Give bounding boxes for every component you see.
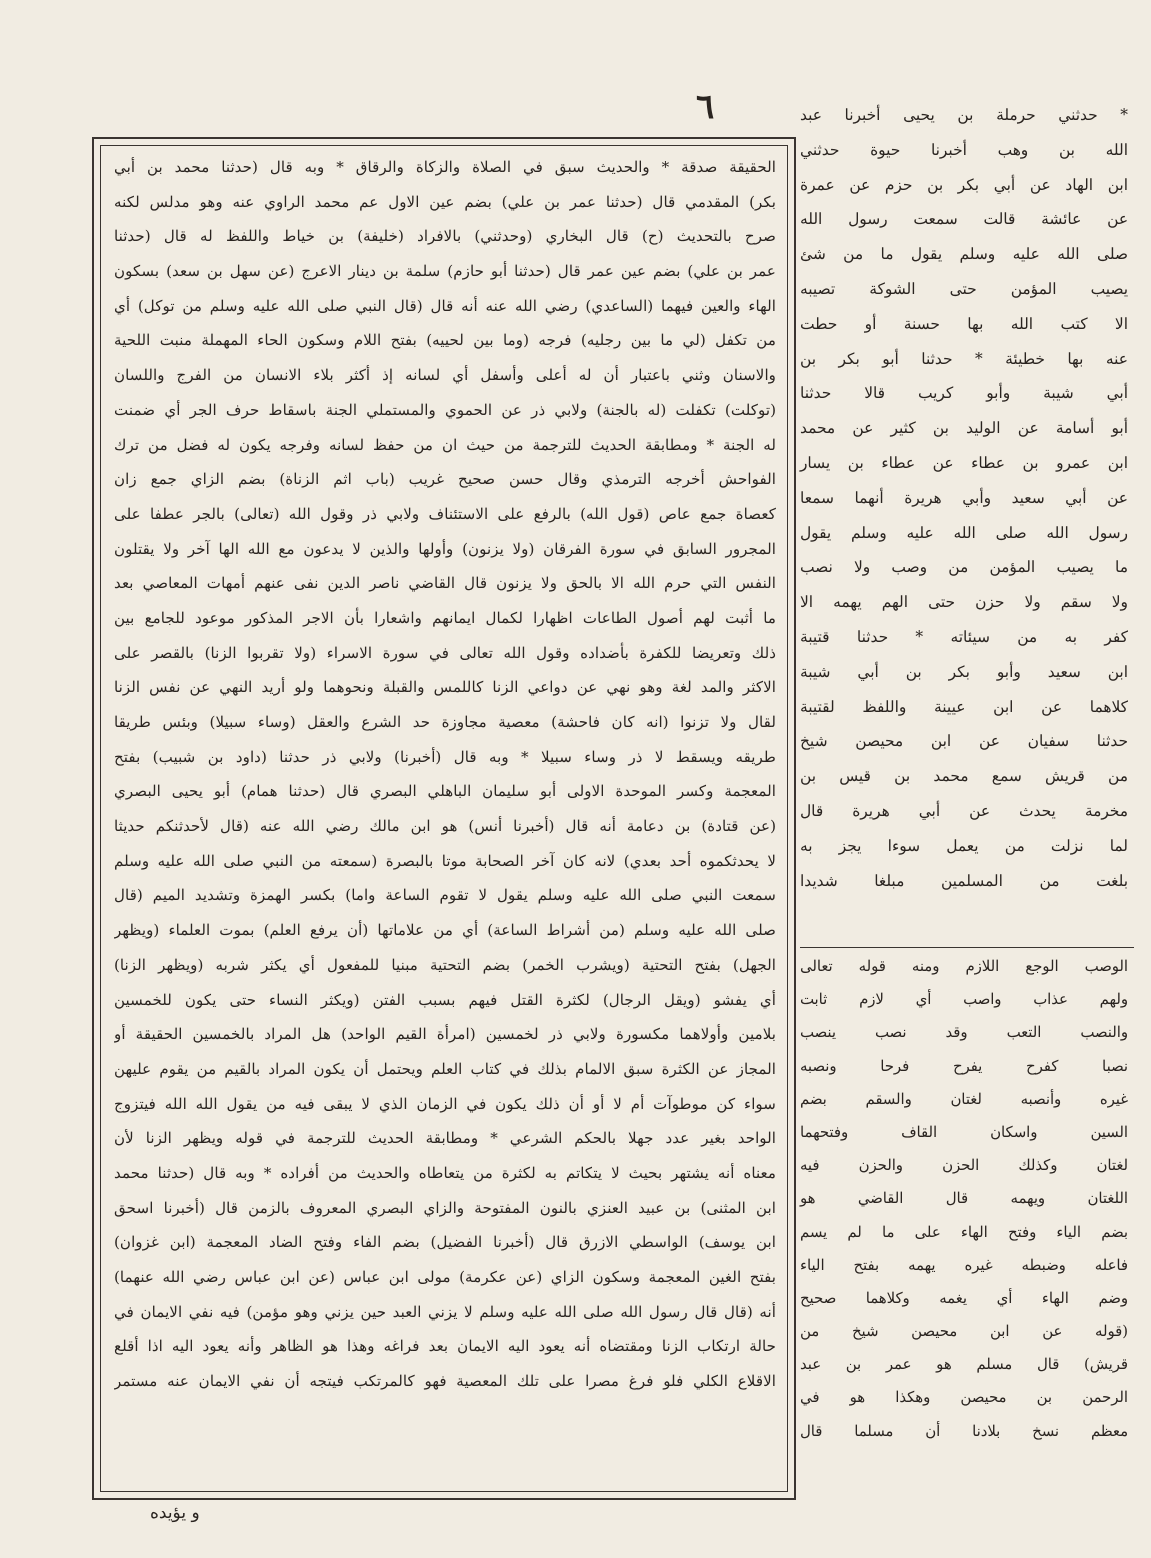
main-text-line: أنه (قال قال رسول الله صلى الله عليه وسلم لا يزني العبد حين يزني وهو مؤمن) فيه نفي الايمان في: [114, 1302, 776, 1321]
main-text-line: طريقه ويسقط لا ذر وساء سبيلا * وبه قال (أخبرنا) ولابي ذر حدثنا (داود بن شبيب) بفتح: [114, 747, 776, 766]
side-divider: [800, 947, 1134, 948]
main-text-line: الفواحش أخرجه الترمذي وقال حسن صحيح غريب (باب اثم الزناة) بضم الزاي جمع زان: [114, 470, 776, 489]
main-text-line: عمر بن علي) بضم عين عمر قال (حدثنا أبو حازم) سلمة بن دينار الاعرج (عن سهل بن سعد) بسكون: [114, 262, 776, 281]
side-note-line: لغتان وكذلك الحزن والحزن فيه: [800, 1157, 1128, 1175]
main-text-line: بلامين وأولاهما مكسورة ولابي ذر لخمسين (امرأة القيم الواحد) هل المراد بالخمسين الحقيقة أو: [114, 1025, 776, 1044]
side-note-line: معظم نسخ بلادنا أن مسلما قال: [800, 1422, 1128, 1440]
side-note-line: قريش) قال مسلم هو عمر بن عبد: [800, 1356, 1128, 1374]
main-text-line: من تكفل (لي ما بين رجليه) فرجه (وما بين لحييه) بفتح اللام وسكون الحاء المهملة منبت اللحية: [114, 331, 776, 350]
side-text-line: مخرمة يحدث عن أبي هريرة قال: [800, 801, 1128, 820]
main-text-line: الواحد بغير عدد جهلا بالحكم الشرعي * ومطابقة الحديث للترجمة في قوله ويظهر الزنا لأن: [114, 1129, 776, 1148]
side-note-line: فاعله وضبطه غيره يهمه بفتح الياء: [800, 1256, 1128, 1274]
side-top-column: [796, 98, 1132, 898]
side-text-line: كفر به من سيئاته * حدثنا قتيبة: [800, 627, 1128, 646]
main-text-line: بكر) المقدمي قال (حدثنا عمر بن علي) بضم عين الاول عم محمد الراوي عنه وهو مدلس لكنه: [114, 192, 776, 211]
side-text-line: عن عائشة قالت سمعت رسول الله: [800, 210, 1128, 229]
side-text-line: الله بن وهب أخبرنا حيوة حدثني: [800, 140, 1128, 159]
side-text-line: عن أبي سعيد وأبي هريرة أنهما سمعا: [800, 488, 1128, 507]
side-text-line: ابن الهاد عن أبي بكر بن حزم عن عمرة: [800, 175, 1128, 194]
side-text-line: ولا سقم ولا حزن حتى الهم يهمه الا: [800, 593, 1128, 612]
main-text-line: ابن يوسف) الواسطي الازرق قال (أخبرنا الفضيل) بضم الفاء وفتح الضاد المعجمة (ابن غزوان): [114, 1233, 776, 1252]
side-note-line: نصبا كفرح يفرح فرحا ونصبه: [800, 1057, 1128, 1075]
main-text-line: الحقيقة صدقة * والحديث سبق في الصلاة والزكاة والرقاق * وبه قال (حدثنا محمد بن أبي: [114, 158, 776, 176]
main-text-line: المعجمة وكسر الموحدة الاولى أبو سليمان الباهلي البصري قال (حدثنا همام) أبو يحيى البصري: [114, 782, 776, 801]
side-note-line: بضم الياء وفتح الهاء على ما لم يسم: [800, 1223, 1128, 1241]
catchword: و يؤيده: [150, 1503, 200, 1523]
main-text-line: كعصاة جمع عاص (قول الله) بالرفع على الاستئناف ولابي ذر وقول الله (تعالى) بالجر عطفا على: [114, 504, 776, 523]
main-text-line: (توكلت) تكفلت (له بالجنة) ولابي ذر عن الحموي والمستملي الجنة باسقاط حرف الجر أي ضمنت: [114, 400, 776, 419]
main-text-line: بفتح الغين المعجمة وسكون الزاي (عن عكرمة) مولى ابن عباس (عن ابن عباس رضي الله عنهما): [114, 1268, 776, 1286]
side-text-line: أبي شيبة وأبو كريب قالا حدثنا: [800, 384, 1128, 403]
side-text-line: صلى الله عليه وسلم يقول ما من شئ: [800, 245, 1128, 264]
side-note-line: اللغتان ويهمه قال القاضي هو: [800, 1190, 1128, 1208]
side-note-line: السين واسكان القاف وفتحهما: [800, 1123, 1128, 1141]
side-text-line: لما نزلت من يعمل سوءا يجز به: [800, 836, 1128, 855]
side-text-line: عنه بها خطيئة * حدثنا أبو بكر بن: [800, 349, 1128, 368]
side-text-line: يصيب المؤمن حتى الشوكة تصيبه: [800, 279, 1128, 298]
main-text-line: والاسنان وثني باعتبار أن له أعلى وأسفل أي لسانه إذ أكثر بلاء الانسان من الفرج واللسان: [114, 366, 776, 385]
main-text-line: النفس التي حرم الله الا بالحق ولا يزنون قال القاضي ناصر الدين نفى عنهم أمهات المعاصي بعد: [114, 574, 776, 593]
main-text-line: حالة ارتكاب الزنا ومقتضاه أنه يعود اليه الايمان بعد فراغه وهذا هو الظاهر وأنه يعود اليه اذا أقلع: [114, 1337, 776, 1356]
side-text-line: من قريش سمع محمد بن قيس بن: [800, 767, 1128, 786]
side-text-line: رسول الله صلى الله عليه وسلم يقول: [800, 523, 1128, 542]
main-text-line: الجهل) بفتح التحتية (ويشرب الخمر) بضم التحتية مبنيا للمفعول أي يكثر شربه (ويظهر الزنا): [114, 955, 776, 974]
main-text-line: المجاز عن الكثرة سبق الالمام بذلك في كتاب العلم ويحتمل أن يكون المراد بالقيم من يقوم عليهن: [114, 1059, 776, 1078]
main-text-line: له الجنة * ومطابقة الحديث للترجمة من حيث ان من حفظ لسانه وفرجه يكون له فضل من ترك: [114, 435, 776, 454]
main-text-line: لا يحدثكموه أحد بعدي) لانه كان آخر الصحابة موتا بالبصرة (سمعته من النبي صلى الله عليه وسلم: [114, 851, 776, 870]
side-note-line: ولهم عذاب واصب أي لازم ثابت: [800, 991, 1128, 1009]
side-bottom-column: [796, 950, 1132, 1448]
side-note-line: غيره وأنصبه لغتان والسقم بضم: [800, 1090, 1128, 1108]
main-text-line: صرح بالتحديث (ح) قال البخاري (وحدثني) بالافراد (خليفة) بن خياط واللفظ له قال (حدثنا: [114, 227, 776, 246]
main-text-line: ابن المثنى) بن عبيد العنزي بالنون المفتوحة والزاي البصري المعروف بالزمن قال (أخبرنا اسحق: [114, 1198, 776, 1217]
side-text-line: أبو أسامة عن الوليد بن كثير عن محمد: [800, 419, 1128, 438]
side-text-line: ابن عمرو بن عطاء عن عطاء بن يسار: [800, 453, 1128, 472]
side-note-line: (قوله عن ابن محيصن شيخ من: [800, 1323, 1128, 1341]
side-note-line: الرحمن بن محيصن وهكذا هو في: [800, 1389, 1128, 1407]
side-note-line: والنصب التعب وقد نصب ينصب: [800, 1024, 1128, 1042]
side-note-line: الوصب الوجع اللازم ومنه قوله تعالى: [800, 958, 1128, 975]
side-text-line: * حدثني حرملة بن يحيى أخبرنا عبد: [800, 106, 1128, 124]
main-text-line: سمعت النبي صلى الله عليه وسلم يقول لا تقوم الساعة واما) بكسر الهمزة وتشديد الميم (قال: [114, 886, 776, 905]
main-text-line: المجرور السابق في سورة الفرقان (ولا يزنون) وأولها والذين لا يدعون مع الله الها آخر ولا يقتلون: [114, 539, 776, 558]
main-text-line: (عن قتادة) بن دعامة أنه قال (أخبرنا أنس) هو ابن مالك رضي الله عنه (قال لأحدثنكم حديثا: [114, 817, 776, 836]
side-text-line: ما يصيب المؤمن من وصب ولا نصب: [800, 558, 1128, 577]
main-text-line: سواء كن موطوآت أم لا أو أن ذلك يكون في الزمان الذي لا يبقى فيه من يقول الله الله فيتزوج: [114, 1094, 776, 1113]
main-text-line: الهاء والعين فيهما (الساعدي) رضي الله عنه أنه قال (قال النبي صلى الله عليه وسلم من توكل) أي: [114, 296, 776, 315]
main-text-line: الاقلاع الكلي فلو فرغ مصرا على تلك المعصية فهو كالمرتكب فيتجه أن نفي الايمان عنه مستمر: [114, 1372, 776, 1391]
side-text-line: الا كتب الله بها حسنة أو حطت: [800, 314, 1128, 333]
main-text-line: ذلك وتعريضا للكفرة بأضداده وقول الله تعالى في سورة الاسراء (ولا تقربوا الزنا) بالقصر على: [114, 643, 776, 662]
main-text-line: ما أثبت لهم أصول الطاعات اظهارا لكمال ايمانهم واشعارا بأن الاجر المذكور موعود للجامع بين: [114, 608, 776, 627]
main-text-line: صلى الله عليه وسلم (من أشراط الساعة) أي من علاماتها (أن يرفع العلم) بموت العلماء (ويظهر: [114, 921, 776, 940]
main-text-line: لقال ولا تزنوا (انه كان فاحشة) معصية مجاوزة حد الشرع والعقل (وساء سبيلا) وبئس طريقا: [114, 713, 776, 731]
side-text-line: حدثنا سفيان عن ابن محيصن شيخ: [800, 732, 1128, 751]
page-number: ٦: [696, 87, 715, 127]
side-text-line: ابن سعيد وأبو بكر بن أبي شيبة: [800, 662, 1128, 681]
main-text-column: [114, 150, 776, 1399]
main-text-line: أي يفشو (ويقل الرجال) لكثرة القتل فيهم بسبب الفتن (ويكثر النساء حتى يكون للخمسين: [114, 990, 776, 1009]
side-note-line: وضم الهاء أي يغمه وكلاهما صحيح: [800, 1289, 1128, 1307]
main-text-line: الاكثر والمد لغة وهو نهي عن دواعي الزنا كاللمس والقبلة ونحوهما ولو أريد النهي عن نفس الزنا: [114, 678, 776, 697]
side-text-line: كلاهما عن ابن عيينة واللفظ لقتيبة: [800, 697, 1128, 716]
side-text-line: بلغت من المسلمين مبلغا شديدا: [800, 871, 1128, 890]
main-text-line: معناه أنه يشتهر بحيث لا يتكاتم به لكثرة من يتعاطاه والحديث من أفراده * وبه قال (حدثنا محمد: [114, 1163, 776, 1182]
